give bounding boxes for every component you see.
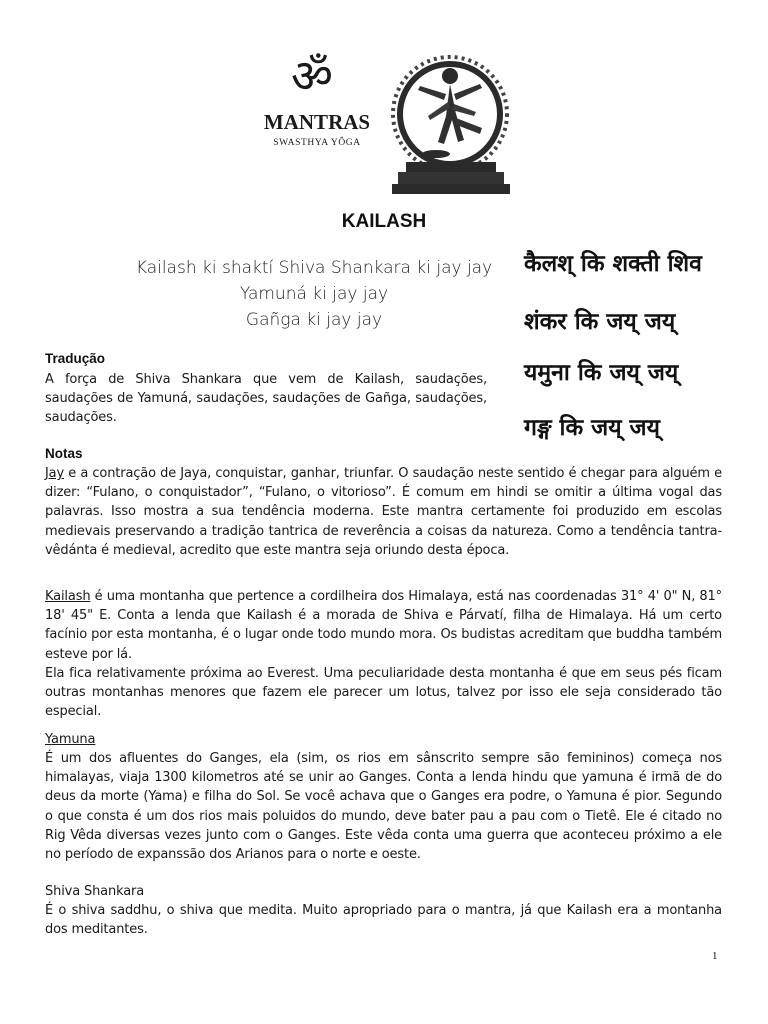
yamuna-term-line (45, 730, 722, 749)
devanagari-line-2: शंकर कि जय् जय् (524, 309, 676, 335)
kailash-paragraph (45, 587, 722, 664)
lyric-line-1: Kailash ki shaktí Shiva Shankara ki jay jay (135, 258, 493, 278)
brand-subtitle: SWASTHYA YÔGA (273, 138, 361, 148)
lyric-line-2: Yamuná ki jay jay (239, 284, 389, 304)
page-number: 1 (712, 950, 718, 962)
kailash-paragraph-2: Ela fica relativamente próxima ao Everest. Uma peculiaridade desta montanha é que em seus pés ficam outras montanhas menores que fazem ele parecer um lotus, talvez por isso ele seja considerado tão especial. (45, 666, 722, 720)
shiva-paragraph: É o shiva saddhu, o shiva que medita. Muito apropriado para o mantra, já que Kailash era a montanha dos meditantes. (45, 903, 722, 938)
kailash-text: é uma montanha que pertence a cordilheira dos Himalaya, está nas coordenadas 31° 4' 0" N, 81° 18' 45" E. Conta a lenda que Kailash é a morada de Shiva e Párvatí, filha de Himalaya. Há um certo facínio por esta montanha, é o lugar onde todo mundo mora. Os budistas acreditam que buddha também esteve por lá. (45, 589, 722, 662)
jay-text: e a contração de Jaya, conquistar, ganhar, triunfar. O saudação neste sentido é chegar para alguém e dizer: “Fulano, o conquistador”, “Fulano, o vitorioso”. É comum em hindi se omitir a última vogal das palavras. Isso mostra a sua tendência moderna. Este mantra certamente foi produzido em escolas medievais preservando a tradição tantrica de reverência a coisas da natureza. Como a tendência tantra-vêdánta é medieval, acredito que este mantra seja oriundo desta época. (45, 466, 722, 558)
shiva-term: Shiva Shankara (45, 884, 145, 899)
brand-title: MANTRAS (263, 110, 371, 134)
devanagari-line-4: गङ्ग कि जय् जय् (524, 415, 660, 441)
devanagari-line-3: यमुना कि जय् जय् (524, 360, 679, 386)
traducao-heading: Tradução (45, 351, 106, 366)
nataraja-statue-image (384, 46, 520, 196)
mantras-logo-block (238, 46, 520, 196)
kailash-term: Kailash (45, 589, 91, 604)
jay-term: Jay (45, 466, 65, 481)
yamuna-paragraph: É um dos afluentes do Ganges, ela (sim, os rios em sânscrito sempre são femininos) começa nos himalayas, viaja 1300 kilometros até se unir ao Ganges. Conta a lenda hindu que yamuna é irmã de do deus da morte (Yama) e filha do Sol. Se você achava que o Ganges era podre, o Yamuna é pior. Segundo o que consta é um dos rios mais poluidos do mundo, deve bater pau a pau com o Tietê. Ele é citado no Rig Vêda diversas vezes junto com o Ganges. Este vêda conta uma guerra que aconteceu próximo a ele no período de expanssão dos Arianos para o norte e oeste. (45, 751, 722, 863)
devanagari-line-1: कैलश् कि शक्ती शिव (524, 251, 702, 277)
yamuna-term: Yamuna (45, 732, 96, 747)
mantra-title: KAILASH (341, 211, 427, 232)
notas-heading: Notas (45, 446, 83, 461)
om-icon: ॐ (291, 49, 333, 103)
shiva-term-line (45, 882, 722, 901)
traducao-text: A força de Shiva Shankara que vem de Kailash, saudações, saudações de Yamuná, saudações, saudações de Gañga, saudações, saudações. (45, 372, 487, 426)
lyric-line-3: Gañga ki jay jay (245, 310, 383, 330)
jay-paragraph (45, 464, 722, 560)
